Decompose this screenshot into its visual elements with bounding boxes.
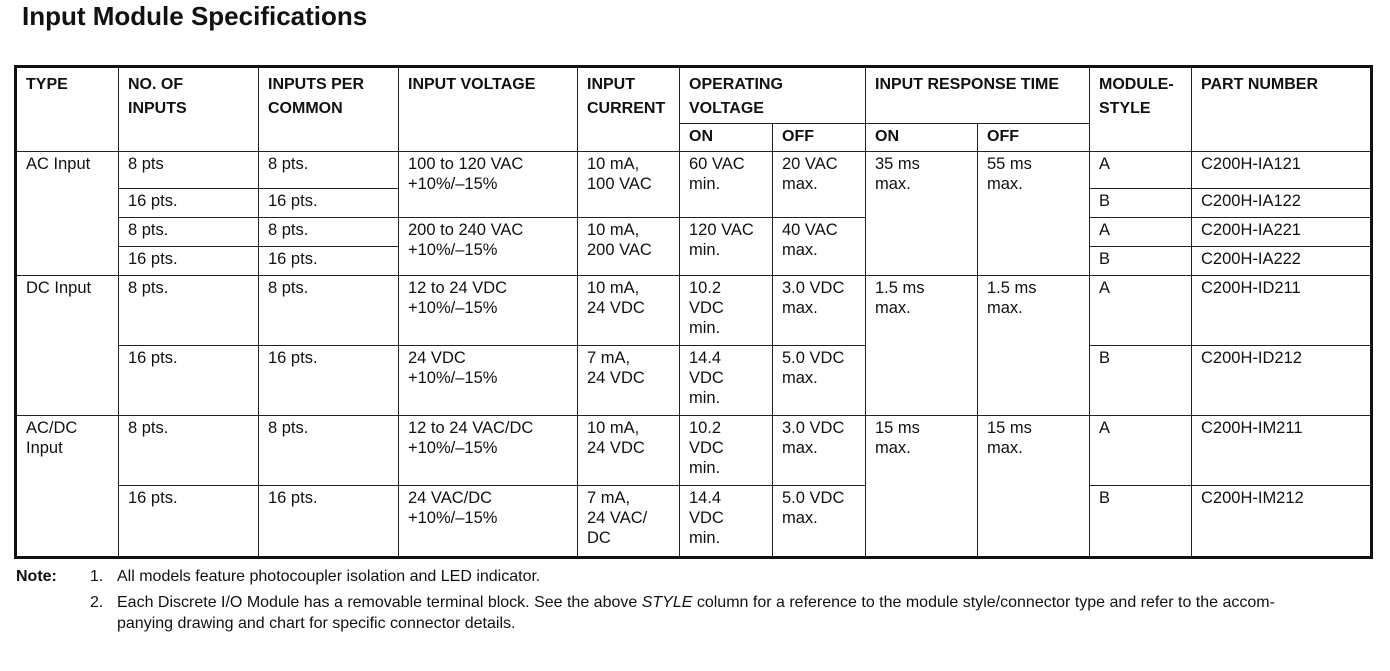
- input-module-spec-table: [14, 65, 1373, 559]
- note-number: 2.: [90, 594, 104, 611]
- header-response-on: ON: [866, 124, 978, 152]
- part-number-cell: C200H-IA122: [1192, 189, 1372, 218]
- note-text-before: Each Discrete I/O Module has a removable terminal block. See the above: [117, 594, 642, 611]
- page-title: Input Module Specifications: [22, 1, 368, 31]
- operating-off-cell: 3.0 VDC max.: [773, 416, 866, 486]
- note-number: 1.: [90, 568, 104, 585]
- table-row: [16, 416, 1372, 486]
- module-style-cell: B: [1090, 346, 1192, 416]
- note-text: All models feature photocoupler isolation and LED indicator.: [117, 568, 541, 585]
- input-voltage-cell: 12 to 24 VAC/DC +10%/–15%: [399, 416, 578, 486]
- module-style-cell: B: [1090, 486, 1192, 558]
- input-current-cell: 10 mA, 100 VAC: [578, 152, 680, 218]
- table-row: [16, 346, 1372, 416]
- per-common-cell: 16 pts.: [259, 346, 399, 416]
- module-style-cell: A: [1090, 152, 1192, 189]
- input-current-cell: 7 mA, 24 VAC/ DC: [578, 486, 680, 558]
- input-voltage-cell: 200 to 240 VAC +10%/–15%: [399, 218, 578, 276]
- part-number-cell: C200H-IA222: [1192, 247, 1372, 276]
- input-current-cell: 10 mA, 24 VDC: [578, 276, 680, 346]
- operating-on-cell: 10.2 VDC min.: [680, 416, 773, 486]
- operating-off-cell: 5.0 VDC max.: [773, 346, 866, 416]
- operating-on-cell: 120 VAC min.: [680, 218, 773, 276]
- operating-on-cell: 14.4 VDC min.: [680, 486, 773, 558]
- header-module-style: MODULE- STYLE: [1090, 67, 1192, 152]
- per-common-cell: 8 pts.: [259, 152, 399, 189]
- operating-on-cell: 60 VAC min.: [680, 152, 773, 218]
- part-number-cell: C200H-ID211: [1192, 276, 1372, 346]
- header-operating-on: ON: [680, 124, 773, 152]
- per-common-cell: 8 pts.: [259, 276, 399, 346]
- inputs-cell: 16 pts.: [119, 346, 259, 416]
- operating-off-cell: 40 VAC max.: [773, 218, 866, 276]
- inputs-cell: 8 pts.: [119, 276, 259, 346]
- part-number-cell: C200H-IA121: [1192, 152, 1372, 189]
- input-voltage-cell: 24 VAC/DC +10%/–15%: [399, 486, 578, 558]
- note-text-after: column for a reference to the module style/connector type and refer to the accom- panying drawing and chart for specific connector details.: [117, 594, 1275, 632]
- note-label: Note:: [16, 568, 57, 585]
- response-on-cell: 15 ms max.: [866, 416, 978, 558]
- header-type: TYPE: [16, 67, 119, 152]
- header-input-current: INPUT CURRENT: [578, 67, 680, 152]
- table-row: [16, 486, 1372, 558]
- header-operating-voltage: OPERATING VOLTAGE: [680, 67, 866, 124]
- part-number-cell: C200H-IA221: [1192, 218, 1372, 247]
- header-input-voltage: INPUT VOLTAGE: [399, 67, 578, 152]
- type-cell-dc-input: DC Input: [16, 276, 119, 416]
- note-text: [117, 592, 1377, 634]
- input-voltage-cell: 12 to 24 VDC +10%/–15%: [399, 276, 578, 346]
- input-current-cell: 10 mA, 24 VDC: [578, 416, 680, 486]
- response-on-cell: 1.5 ms max.: [866, 276, 978, 416]
- response-off-cell: 15 ms max.: [978, 416, 1090, 558]
- note-text-style-emphasis: STYLE: [641, 594, 693, 611]
- input-current-cell: 10 mA, 200 VAC: [578, 218, 680, 276]
- module-style-cell: B: [1090, 247, 1192, 276]
- module-style-cell: B: [1090, 189, 1192, 218]
- module-style-cell: A: [1090, 416, 1192, 486]
- per-common-cell: 16 pts.: [259, 486, 399, 558]
- inputs-cell: 8 pts.: [119, 416, 259, 486]
- header-operating-off: OFF: [773, 124, 866, 152]
- inputs-cell: 8 pts.: [119, 218, 259, 247]
- operating-on-cell: 10.2 VDC min.: [680, 276, 773, 346]
- table-row: [16, 152, 1372, 189]
- table-row: [16, 276, 1372, 346]
- operating-off-cell: 3.0 VDC max.: [773, 276, 866, 346]
- inputs-cell: 16 pts.: [119, 486, 259, 558]
- module-style-cell: A: [1090, 218, 1192, 247]
- part-number-cell: C200H-IM212: [1192, 486, 1372, 558]
- input-voltage-cell: 24 VDC +10%/–15%: [399, 346, 578, 416]
- per-common-cell: 16 pts.: [259, 247, 399, 276]
- type-cell-ac-input: AC Input: [16, 152, 119, 276]
- per-common-cell: 8 pts.: [259, 416, 399, 486]
- header-inputs-per-common: INPUTS PER COMMON: [259, 67, 399, 152]
- part-number-cell: C200H-IM211: [1192, 416, 1372, 486]
- operating-off-cell: 20 VAC max.: [773, 152, 866, 218]
- part-number-cell: C200H-ID212: [1192, 346, 1372, 416]
- inputs-cell: 8 pts: [119, 152, 259, 189]
- table-row: [16, 218, 1372, 247]
- per-common-cell: 8 pts.: [259, 218, 399, 247]
- operating-on-cell: 14.4 VDC min.: [680, 346, 773, 416]
- header-part-number: PART NUMBER: [1192, 67, 1372, 152]
- response-off-cell: 55 ms max.: [978, 152, 1090, 276]
- response-off-cell: 1.5 ms max.: [978, 276, 1090, 416]
- inputs-cell: 16 pts.: [119, 247, 259, 276]
- inputs-cell: 16 pts.: [119, 189, 259, 218]
- header-no-of-inputs: NO. OF INPUTS: [119, 67, 259, 152]
- input-current-cell: 7 mA, 24 VDC: [578, 346, 680, 416]
- module-style-cell: A: [1090, 276, 1192, 346]
- type-cell-acdc-input: AC/DC Input: [16, 416, 119, 558]
- per-common-cell: 16 pts.: [259, 189, 399, 218]
- header-input-response-time: INPUT RESPONSE TIME: [866, 67, 1090, 124]
- header-response-off: OFF: [978, 124, 1090, 152]
- input-voltage-cell: 100 to 120 VAC +10%/–15%: [399, 152, 578, 218]
- response-on-cell: 35 ms max.: [866, 152, 978, 276]
- operating-off-cell: 5.0 VDC max.: [773, 486, 866, 558]
